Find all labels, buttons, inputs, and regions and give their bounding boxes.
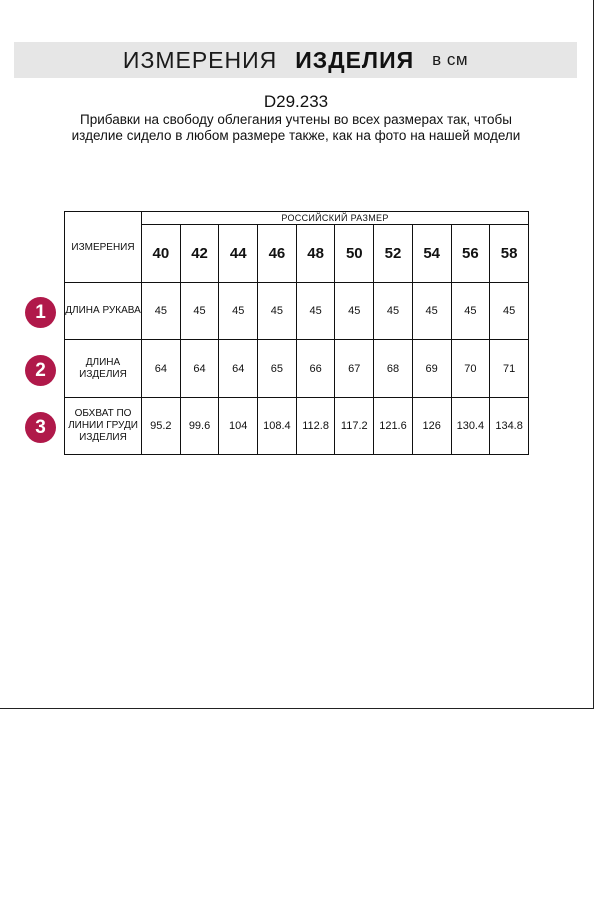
size-50: 50 [335, 225, 374, 283]
table-cell: 69 [412, 340, 451, 398]
fit-note: Прибавки на свободу облегания учтены во всех размерах так, чтобы изделие сидело в любом размере также, как на фото на нашей модели [71, 112, 521, 143]
table-cell: 45 [412, 283, 451, 340]
size-52: 52 [374, 225, 413, 283]
table-cell: 108.4 [258, 398, 297, 455]
table-cell: 126 [412, 398, 451, 455]
size-40: 40 [142, 225, 181, 283]
table-cell: 45 [142, 283, 181, 340]
table-cell: 121.6 [374, 398, 413, 455]
table-cell: 70 [451, 340, 490, 398]
table-cell: 45 [219, 283, 258, 340]
row-label-garment-length: ДЛИНА ИЗДЕЛИЯ [65, 340, 142, 398]
title-measurements: ИЗМЕРЕНИЯ [122, 46, 278, 73]
table-header-row [65, 212, 529, 225]
table-cell: 95.2 [142, 398, 181, 455]
table-row-garment-length [65, 340, 529, 398]
russian-size-header: РОССИЙСКИЙ РАЗМЕР [142, 212, 529, 225]
row-label-sleeve-length: ДЛИНА РУКАВА [65, 283, 142, 340]
table-row-sleeve-length [65, 283, 529, 340]
table-cell: 45 [180, 283, 219, 340]
table-cell: 68 [374, 340, 413, 398]
size-44: 44 [219, 225, 258, 283]
table-cell: 45 [490, 283, 529, 340]
title-product: ИЗДЕЛИЯ [295, 46, 415, 73]
size-table [64, 211, 529, 455]
table-cell: 117.2 [335, 398, 374, 455]
badge-2: 2 [25, 355, 56, 386]
table-cell: 64 [180, 340, 219, 398]
table-cell: 66 [296, 340, 335, 398]
size-46: 46 [258, 225, 297, 283]
badge-1: 1 [25, 297, 56, 328]
title-bar [14, 42, 577, 78]
size-56: 56 [451, 225, 490, 283]
product-code: D29.233 [263, 92, 329, 111]
table-cell: 71 [490, 340, 529, 398]
table-cell: 67 [335, 340, 374, 398]
size-42: 42 [180, 225, 219, 283]
size-48: 48 [296, 225, 335, 283]
size-58: 58 [490, 225, 529, 283]
table-cell: 112.8 [296, 398, 335, 455]
table-cell: 134.8 [490, 398, 529, 455]
table-cell: 99.6 [180, 398, 219, 455]
table-cell: 45 [258, 283, 297, 340]
table-row-chest-girth [65, 398, 529, 455]
table-cell: 45 [296, 283, 335, 340]
table-cell: 65 [258, 340, 297, 398]
table-cell: 64 [142, 340, 181, 398]
title-unit: в см [432, 50, 469, 69]
corner-header: ИЗМЕРЕНИЯ [65, 212, 142, 283]
table-cell: 130.4 [451, 398, 490, 455]
table-cell: 104 [219, 398, 258, 455]
table-cell: 45 [451, 283, 490, 340]
table-cell: 45 [335, 283, 374, 340]
table-cell: 64 [219, 340, 258, 398]
table-cell: 45 [374, 283, 413, 340]
row-label-chest-girth: ОБХВАТ ПО ЛИНИИ ГРУДИ ИЗДЕЛИЯ [65, 398, 142, 455]
size-54: 54 [412, 225, 451, 283]
badge-3: 3 [25, 412, 56, 443]
